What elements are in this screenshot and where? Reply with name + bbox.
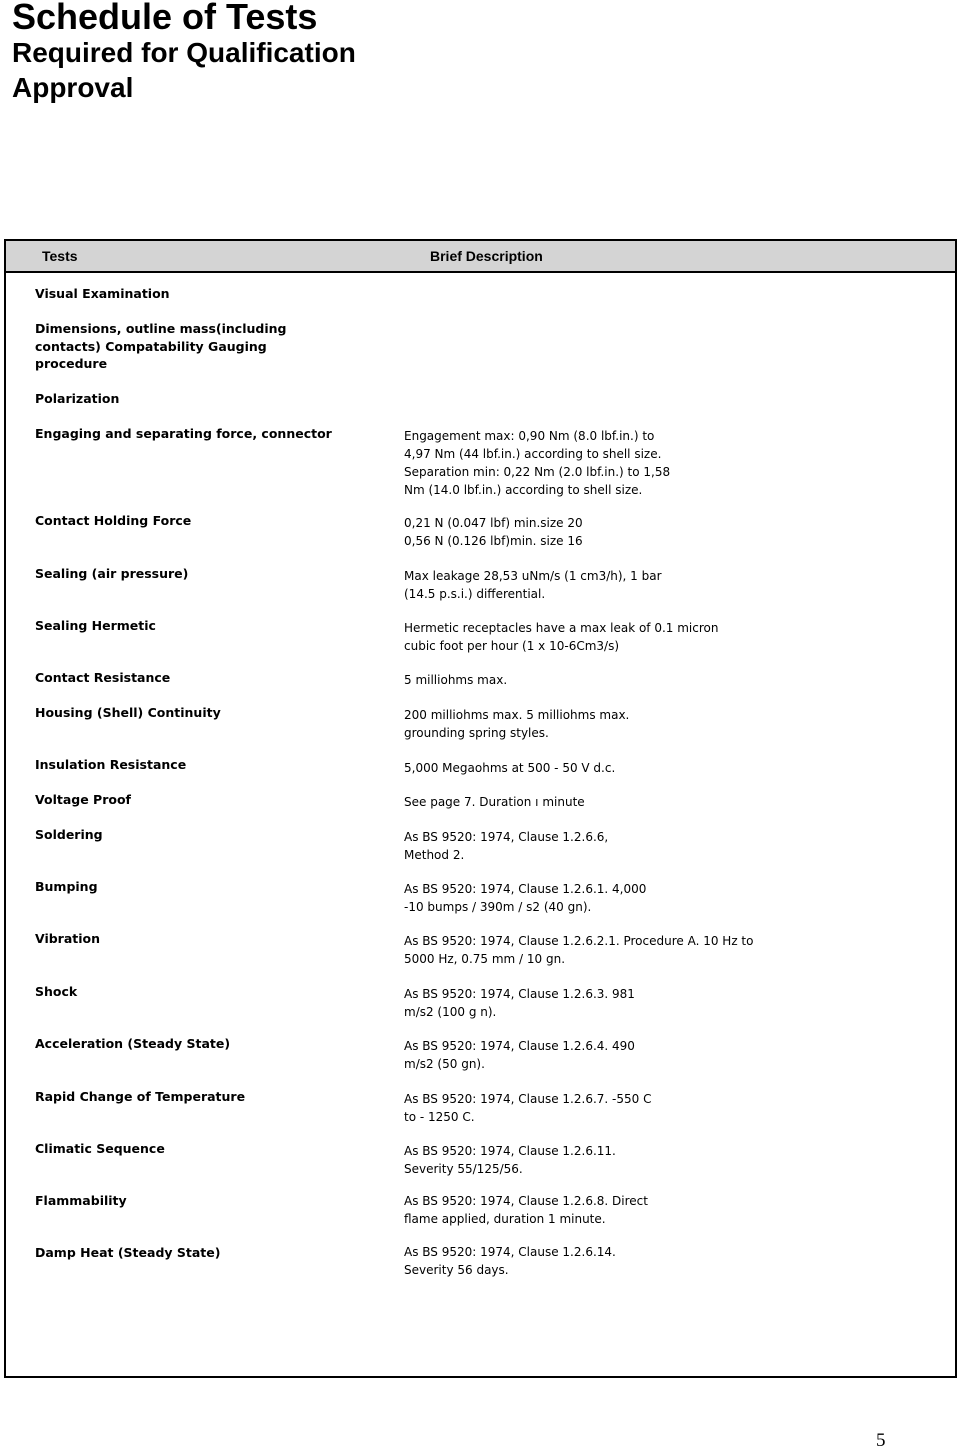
test-description: As BS 9520: 1974, Clause 1.2.6.3. 981 m/s2 (100 g n). (404, 987, 635, 1019)
test-name-damp-heat-steady-state: Damp Heat (Steady State) (35, 1245, 221, 1260)
test-name-housing-shell-continuity: Housing (Shell) Continuity (35, 705, 221, 720)
test-description: As BS 9520: 1974, Clause 1.2.6.2.1. Procedure A. 10 Hz to 5000 Hz, 0.75 mm / 10 gn. (404, 934, 754, 966)
page-title: Schedule of Tests (12, 0, 318, 37)
test-name-vibration: Vibration (35, 931, 101, 946)
test-name-climatic-sequence: Climatic Sequence (35, 1141, 165, 1156)
test-description: As BS 9520: 1974, Clause 1.2.6.1. 4,000 -10 bumps / 390m / s2 (40 gn). (404, 882, 647, 914)
page-subtitle-line-2: Approval (12, 72, 134, 103)
page-number: 5 (876, 1430, 886, 1451)
test-description: Engagement max: 0,90 Nm (8.0 lbf.in.) to 4,97 Nm (44 lbf.in.) according to shell size. Separation min: 0,22 Nm (2.0 lbf.in.) to 1,58 Nm (14.0 lbf.in.) according to shell size. (404, 429, 671, 497)
test-description: As BS 9520: 1974, Clause 1.2.6.4. 490 m/s2 (50 gn). (404, 1039, 635, 1071)
test-name-bumping: Bumping (35, 879, 98, 894)
test-name-contact-holding-force: Contact Holding Force (35, 513, 192, 528)
test-name-rapid-change-of-temperature: Rapid Change of Temperature (35, 1089, 246, 1104)
test-name-shock: Shock (35, 984, 78, 999)
test-description: Hermetic receptacles have a max leak of 0.1 micron cubic foot per hour (1 x 10-6Cm3/s) (404, 621, 719, 653)
page-subtitle-line-1: Required for Qualification (12, 37, 356, 68)
test-description: As BS 9520: 1974, Clause 1.2.6.14. Severity 56 days. (404, 1245, 616, 1277)
test-name-engaging-and-separating-force-connector: Engaging and separating force, connector (35, 426, 332, 441)
test-name-polarization: Polarization (35, 391, 120, 406)
test-description: See page 7. Duration ı minute (404, 795, 585, 809)
test-description: 5 milliohms max. (404, 673, 508, 687)
test-name-dimensions-outline-mass-including-contac: Dimensions, outline mass(including contacts) Compatability Gauging procedure (35, 321, 287, 371)
table-header (6, 241, 955, 273)
test-description: As BS 9520: 1974, Clause 1.2.6.6, Method 2. (404, 830, 609, 862)
column-header-description: Brief Description (430, 248, 543, 264)
test-name-visual-examination: Visual Examination (35, 286, 170, 301)
test-name-voltage-proof: Voltage Proof (35, 792, 131, 807)
test-description: As BS 9520: 1974, Clause 1.2.6.8. Direct flame applied, duration 1 minute. (404, 1194, 648, 1226)
test-name-flammability: Flammability (35, 1193, 127, 1208)
test-name-acceleration-steady-state: Acceleration (Steady State) (35, 1036, 231, 1051)
test-description: 200 milliohms max. 5 milliohms max. grounding spring styles. (404, 708, 630, 740)
test-description: As BS 9520: 1974, Clause 1.2.6.7. -550 C to - 1250 C. (404, 1092, 652, 1124)
column-header-tests: Tests (42, 248, 78, 264)
test-name-sealing-air-pressure: Sealing (air pressure) (35, 566, 189, 581)
test-description: As BS 9520: 1974, Clause 1.2.6.11. Severity 55/125/56. (404, 1144, 616, 1176)
test-name-insulation-resistance: Insulation Resistance (35, 757, 187, 772)
test-name-soldering: Soldering (35, 827, 103, 842)
test-name-sealing-hermetic: Sealing Hermetic (35, 618, 156, 633)
test-description: 5,000 Megaohms at 500 - 50 V d.c. (404, 761, 616, 775)
test-name-contact-resistance: Contact Resistance (35, 670, 171, 685)
test-description: Max leakage 28,53 uNm/s (1 cm3/h), 1 bar (14.5 p.s.i.) differential. (404, 569, 662, 601)
test-description: 0,21 N (0.047 lbf) min.size 20 0,56 N (0.126 lbf)min. size 16 (404, 516, 583, 548)
